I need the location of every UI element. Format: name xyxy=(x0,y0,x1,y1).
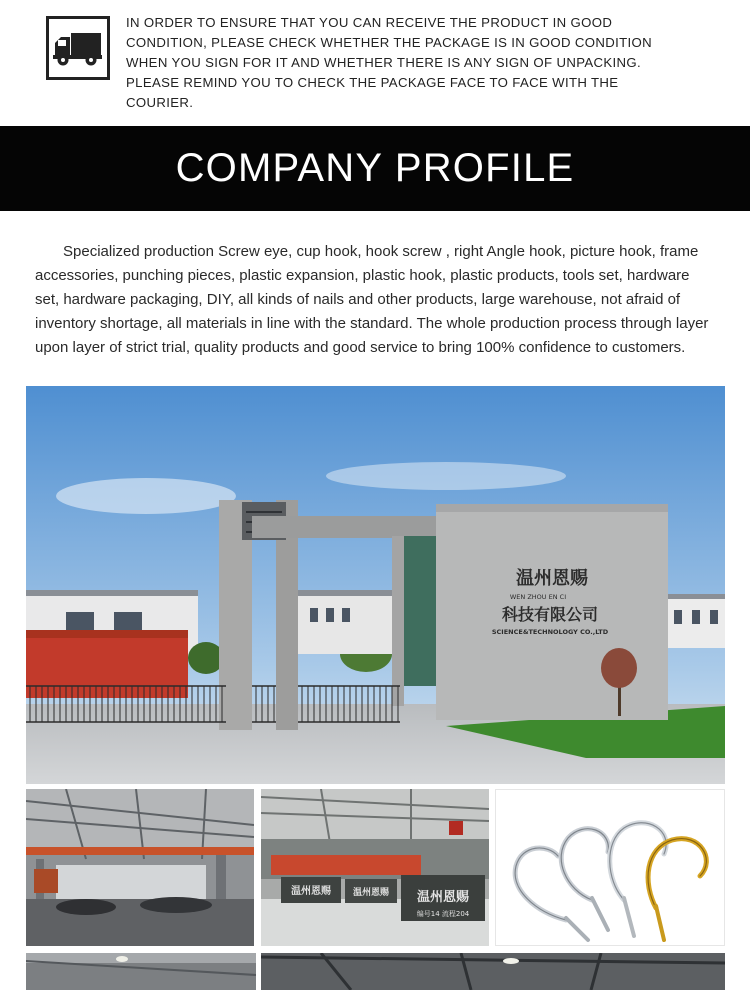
factory-sign-name-en: WEN ZHOU EN CI xyxy=(509,593,567,601)
workshop-ceiling-photo xyxy=(26,953,256,990)
shipping-notice xyxy=(0,0,750,126)
crate-label: 温州恩赐 xyxy=(291,886,331,897)
factory-sign-company: 科技有限公司 xyxy=(501,605,599,624)
workshop-photo xyxy=(26,789,254,946)
crate-code: 编号14 流程204 xyxy=(416,910,470,918)
profile-line: set, hardware packaging, DIY, all kinds of nails and other products, large warehouse, not afraid of xyxy=(35,291,681,308)
notice-line: COURIER. xyxy=(126,95,194,110)
profile-line: accessories, punching pieces, plastic expansion, plastic hook, plastic products, tools set, hardware xyxy=(35,267,690,284)
warehouse-photo xyxy=(261,789,489,946)
profile-line: Specialized production Screw eye, cup hook, hook screw , right Angle hook, picture hook, frame xyxy=(63,243,699,260)
factory-interior-photo xyxy=(261,953,725,990)
notice-line: IN ORDER TO ENSURE THAT YOU CAN RECEIVE THE PRODUCT IN GOOD xyxy=(126,15,613,30)
notice-line: CONDITION, PLEASE CHECK WHETHER THE PACKAGE IS IN GOOD CONDITION xyxy=(126,35,653,50)
section-banner xyxy=(0,126,750,211)
truck-icon xyxy=(46,16,110,80)
profile-line: upon layer of strict trial, quality products and good service to bring 100% confidence to customers. xyxy=(35,339,686,356)
company-profile-text xyxy=(35,240,735,360)
crate-label: 温州恩赐 xyxy=(416,890,470,905)
profile-line: inventory shortage, all materials in line with the standard. The whole production process through layer xyxy=(35,315,709,332)
notice-line: WHEN YOU SIGN FOR IT AND WHETHER THERE IS ANY SIGN OF UNPACKING. xyxy=(126,55,642,70)
factory-sign-name: 温州恩赐 xyxy=(516,568,588,589)
hook-products-photo xyxy=(495,789,725,946)
notice-line: PLEASE REMIND YOU TO CHECK THE PACKAGE FACE TO FACE WITH THE xyxy=(126,75,619,90)
notice-text xyxy=(126,13,686,113)
section-title: COMPANY PROFILE xyxy=(175,146,575,190)
factory-sign-company-en: SCIENCE&TECHNOLOGY CO.,LTD xyxy=(491,628,609,636)
factory-gate-photo xyxy=(26,386,725,784)
crate-label: 温州恩赐 xyxy=(352,888,390,898)
